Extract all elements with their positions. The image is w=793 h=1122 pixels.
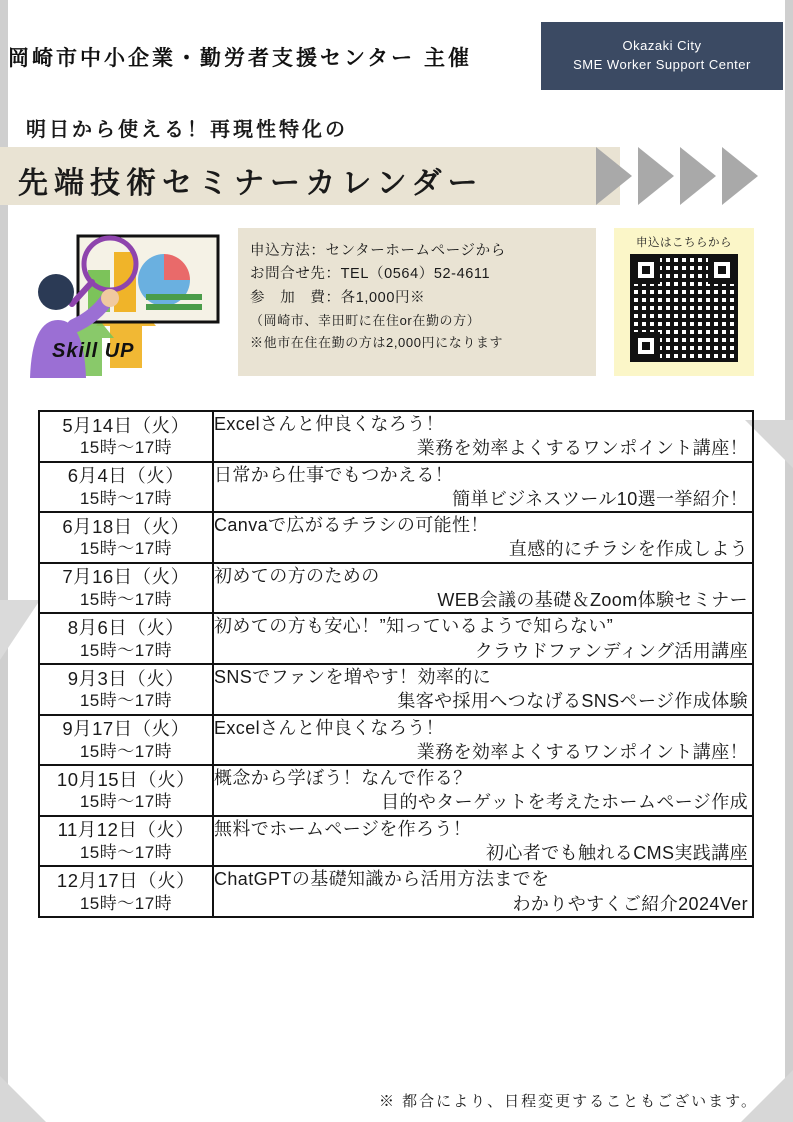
seminar-date: 6月18日（火） bbox=[62, 515, 190, 537]
seminar-title-line-1: ChatGPTの基礎知識から活用方法までを bbox=[214, 869, 550, 890]
footnote: ※ 都合により、日程変更することもございます。 bbox=[379, 1093, 758, 1110]
qr-eye-icon bbox=[632, 332, 660, 360]
seminar-title-line-2: 直感的にチラシを作成しよう bbox=[508, 539, 748, 560]
seminar-date-cell bbox=[39, 715, 213, 766]
seminar-date: 10月15日（火） bbox=[56, 768, 196, 790]
seminar-title-line-2: 初心者でも触れるCMS実践講座 bbox=[486, 843, 748, 864]
seminar-time: 15時〜17時 bbox=[79, 893, 173, 913]
seminar-date-cell bbox=[39, 512, 213, 563]
seminar-date-cell bbox=[39, 613, 213, 664]
seminar-title-cell bbox=[213, 866, 753, 917]
seminar-time: 15時〜17時 bbox=[79, 590, 173, 610]
organizer-title: 岡崎市中小企業・勤労者支援センター 主催 bbox=[8, 47, 472, 70]
info-fee: 参 加 費：各1,000円※ bbox=[250, 289, 426, 306]
chevron-arrow-icon bbox=[680, 147, 716, 205]
seminar-time: 15時〜17時 bbox=[79, 438, 173, 458]
seminar-title-cell bbox=[213, 816, 753, 867]
badge-line-1: Okazaki City bbox=[622, 38, 702, 54]
seminar-date-cell bbox=[39, 411, 213, 462]
seminar-title-cell bbox=[213, 411, 753, 462]
seminar-date: 12月17日（火） bbox=[56, 869, 196, 891]
seminar-time: 15時〜17時 bbox=[79, 488, 173, 508]
seminar-title-line-1: SNSでファンを増やす！効率的に bbox=[214, 666, 492, 687]
info-fee-other: ※他市在住在勤の方は2,000円になります bbox=[250, 334, 504, 350]
seminar-date: 7月16日（火） bbox=[62, 566, 190, 588]
diagonal-accent-left bbox=[0, 600, 40, 660]
center-badge bbox=[541, 22, 783, 90]
seminar-date: 6月4日（火） bbox=[67, 465, 185, 487]
seminar-time: 15時〜17時 bbox=[79, 539, 173, 559]
seminar-title-line-1: 日常から仕事でもつかえる！ bbox=[214, 464, 454, 485]
seminar-title-cell bbox=[213, 613, 753, 664]
table-row bbox=[39, 512, 753, 563]
info-fee-condition: （岡崎市、幸田町に在住or在勤の方） bbox=[250, 313, 481, 329]
seminar-date: 9月3日（火） bbox=[67, 667, 185, 689]
seminar-title-line-1: 初めての方も安心！”知っているようで知らない” bbox=[214, 616, 614, 637]
page-title: 先端技術セミナーカレンダー bbox=[18, 167, 484, 200]
seminar-date: 8月6日（火） bbox=[67, 616, 185, 638]
seminar-date: 5月14日（火） bbox=[62, 414, 190, 436]
table-row bbox=[39, 715, 753, 766]
info-contact-tel: お問合せ先：TEL（0564）52-4611 bbox=[250, 266, 491, 283]
table-row bbox=[39, 462, 753, 513]
seminar-title-line-2: 目的やターゲットを考えたホームページ作成 bbox=[381, 792, 748, 813]
qr-application-box[interactable] bbox=[614, 228, 754, 376]
table-row bbox=[39, 664, 753, 715]
chevron-arrow-icon bbox=[722, 147, 758, 205]
seminar-date: 9月17日（火） bbox=[62, 718, 190, 740]
seminar-title-cell bbox=[213, 765, 753, 816]
table-row bbox=[39, 816, 753, 867]
table-row bbox=[39, 765, 753, 816]
seminar-title-cell bbox=[213, 512, 753, 563]
qr-eye-icon bbox=[708, 256, 736, 284]
chevron-arrow-icon bbox=[596, 147, 632, 205]
application-info-box bbox=[238, 228, 596, 376]
seminar-date-cell bbox=[39, 765, 213, 816]
seminar-title-line-1: Excelさんと仲良くなろう！ bbox=[214, 414, 445, 434]
badge-line-2: SME Worker Support Center bbox=[573, 57, 751, 72]
seminar-title-line-1: 初めての方のための bbox=[214, 565, 380, 586]
seminar-date-cell bbox=[39, 816, 213, 867]
chevron-arrow-icon bbox=[638, 147, 674, 205]
seminar-date-cell bbox=[39, 462, 213, 513]
skillup-label: Skill UP bbox=[52, 340, 135, 362]
seminar-title-cell bbox=[213, 563, 753, 614]
seminar-title-line-2: 集客や採用へつなげるSNSページ作成体験 bbox=[397, 691, 748, 712]
seminar-date-cell bbox=[39, 563, 213, 614]
seminar-time: 15時〜17時 bbox=[79, 691, 173, 711]
seminar-title-line-2: 業務を効率よくするワンポイント講座！ bbox=[416, 438, 748, 459]
seminar-time: 15時〜17時 bbox=[79, 640, 173, 660]
seminar-time: 15時〜17時 bbox=[79, 843, 173, 862]
seminar-time: 15時〜17時 bbox=[79, 792, 173, 812]
seminar-title-cell bbox=[213, 462, 753, 513]
table-row bbox=[39, 613, 753, 664]
qr-label: 申込はこちらから bbox=[636, 237, 732, 249]
seminar-title-cell bbox=[213, 715, 753, 766]
page-header bbox=[0, 0, 793, 100]
seminar-date-cell bbox=[39, 866, 213, 917]
seminar-title-line-2: クラウドファンディング活用講座 bbox=[474, 640, 748, 661]
seminar-title-line-1: Excelさんと仲良くなろう！ bbox=[214, 717, 445, 738]
seminar-title-line-1: Canvaで広がるチラシの可能性！ bbox=[214, 515, 489, 536]
table-row bbox=[39, 411, 753, 462]
seminar-title-line-1: 無料でホームページを作ろう！ bbox=[214, 818, 472, 839]
seminar-date: 11月12日（火） bbox=[57, 819, 195, 841]
subtitle: 明日から使える！再現性特化の bbox=[26, 119, 348, 141]
info-application-method: 申込方法：センターホームページから bbox=[250, 243, 506, 259]
seminar-schedule-table bbox=[38, 410, 754, 918]
table-row bbox=[39, 563, 753, 614]
table-row bbox=[39, 866, 753, 917]
seminar-date-cell bbox=[39, 664, 213, 715]
qr-code-icon[interactable] bbox=[630, 254, 738, 362]
qr-eye-icon bbox=[632, 256, 660, 284]
seminar-title-cell bbox=[213, 664, 753, 715]
seminar-title-line-2: 業務を効率よくするワンポイント講座！ bbox=[416, 741, 748, 762]
seminar-title-line-2: わかりやすくご紹介2024Ver bbox=[512, 893, 748, 914]
seminar-title-line-1: 概念から学ぼう！なんで作る？ bbox=[214, 768, 472, 789]
seminar-title-line-2: 簡単ビジネスツール10選一挙紹介！ bbox=[452, 488, 748, 509]
seminar-time: 15時〜17時 bbox=[79, 741, 173, 761]
seminar-title-line-2: WEB会議の基礎＆Zoom体験セミナー bbox=[437, 590, 748, 611]
